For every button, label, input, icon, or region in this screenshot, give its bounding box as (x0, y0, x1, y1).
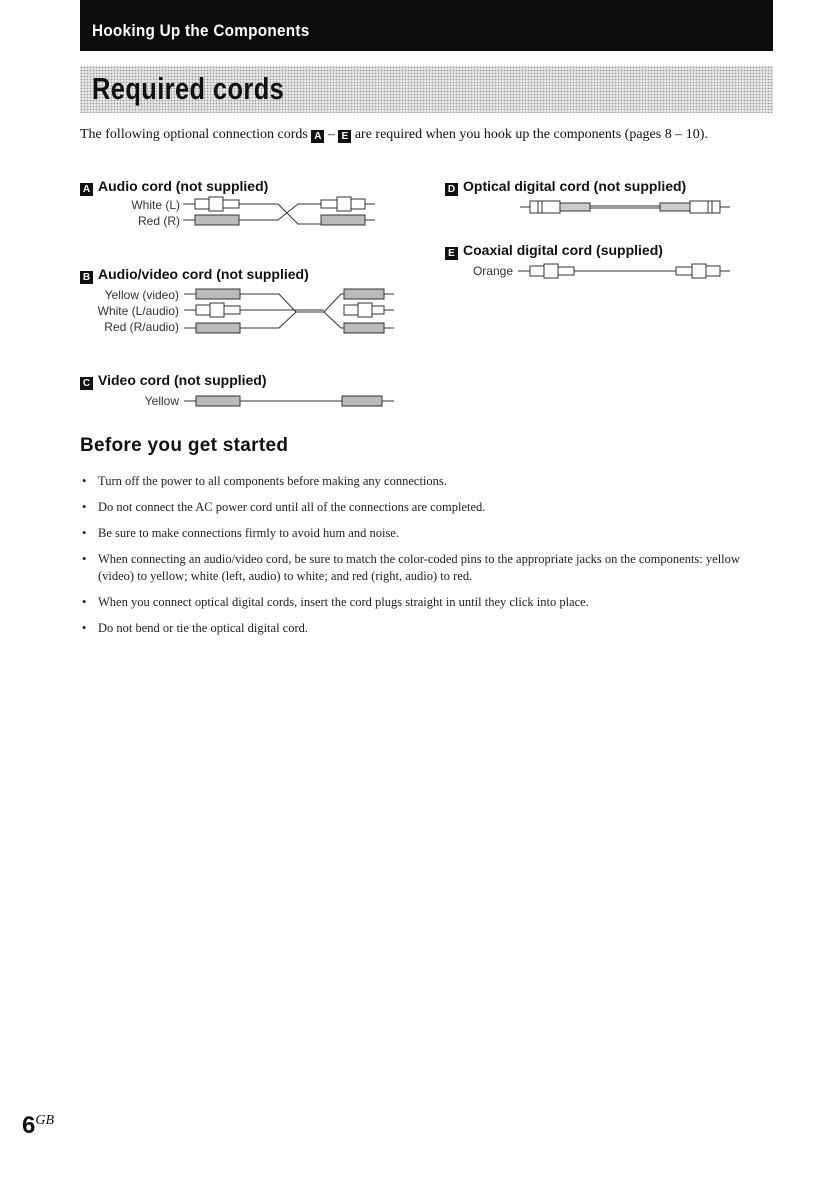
bullet-list (80, 473, 770, 646)
bullet-icon: • (82, 474, 87, 488)
bullet-icon: • (82, 526, 87, 540)
cord-b-label-white: White (L/audio) (97, 304, 179, 318)
cord-b-label-yellow: Yellow (video) (104, 288, 179, 302)
bullet-text: When you connect optical digital cords, insert the cord plugs straight in until they click into place. (98, 595, 589, 609)
bullet-text: Do not connect the AC power cord until all of the connections are completed. (98, 500, 486, 514)
bullet-text: Be sure to make connections firmly to avoid hum and noise. (98, 526, 399, 540)
intro-text-before: The following optional connection cords (80, 127, 312, 142)
page-number (22, 1112, 54, 1140)
cord-e-badge: E (445, 247, 458, 260)
bullet-icon: • (82, 500, 87, 514)
intro-dash: – (324, 127, 339, 142)
cord-b-title-text: Audio/video cord (not supplied) (98, 266, 309, 282)
cord-b-badge: B (80, 271, 93, 284)
section-title: Required cords (92, 71, 285, 106)
intro-text-after: are required when you hook up the components (pages 8 – 10). (351, 127, 708, 142)
cord-a-badge: A (80, 183, 93, 196)
list-item (80, 499, 770, 516)
badge-e: E (338, 130, 351, 143)
cord-c-title (80, 372, 267, 390)
before-started-heading: Before you get started (80, 435, 289, 456)
cord-e-label-orange: Orange (472, 264, 513, 278)
cord-d-illustration (520, 198, 735, 218)
cord-d-title-text: Optical digital cord (not supplied) (463, 178, 687, 194)
bullet-icon: • (82, 552, 87, 566)
intro-paragraph (80, 125, 770, 144)
page-number-value: 6 (22, 1112, 36, 1139)
cord-a-label-white: White (L) (131, 198, 180, 212)
cord-d-badge: D (445, 183, 458, 196)
badge-a: A (311, 130, 324, 143)
cord-c-badge: C (80, 377, 93, 390)
cord-b-label-red: Red (R/audio) (104, 320, 179, 334)
cord-c-illustration (184, 392, 404, 412)
bullet-text: Do not bend or tie the optical digital cord. (98, 621, 309, 635)
list-item (80, 594, 770, 611)
header-bar (80, 0, 773, 51)
list-item (80, 473, 770, 490)
cord-e-title (445, 242, 663, 260)
list-item (80, 551, 770, 585)
page-number-suffix: GB (35, 1113, 55, 1128)
cord-a-label-red: Red (R) (137, 214, 180, 228)
cord-e-illustration (518, 262, 738, 282)
bullet-icon: • (82, 621, 87, 635)
cord-e-title-text: Coaxial digital cord (supplied) (463, 242, 663, 258)
bullet-text: Turn off the power to all components before making any connections. (98, 474, 447, 488)
section-band (80, 66, 773, 113)
list-item (80, 525, 770, 542)
cord-a-title-text: Audio cord (not supplied) (98, 178, 269, 194)
cord-d-title (445, 178, 686, 196)
bullet-text: When connecting an audio/video cord, be sure to match the color-coded pins to the appropriate jacks on the components: yellow (video) to yellow; white (left, audio) to white; and red (right, audio) to red. (98, 552, 740, 583)
bullet-icon: • (82, 595, 87, 609)
cord-a-illustration (183, 196, 403, 232)
cord-b-title (80, 266, 309, 284)
header-title: Hooking Up the Components (92, 21, 310, 40)
cord-b-illustration (184, 286, 404, 340)
cord-c-label-yellow: Yellow (144, 394, 179, 408)
list-item (80, 620, 770, 637)
cord-a-title (80, 178, 268, 196)
cord-c-title-text: Video cord (not supplied) (98, 372, 267, 388)
